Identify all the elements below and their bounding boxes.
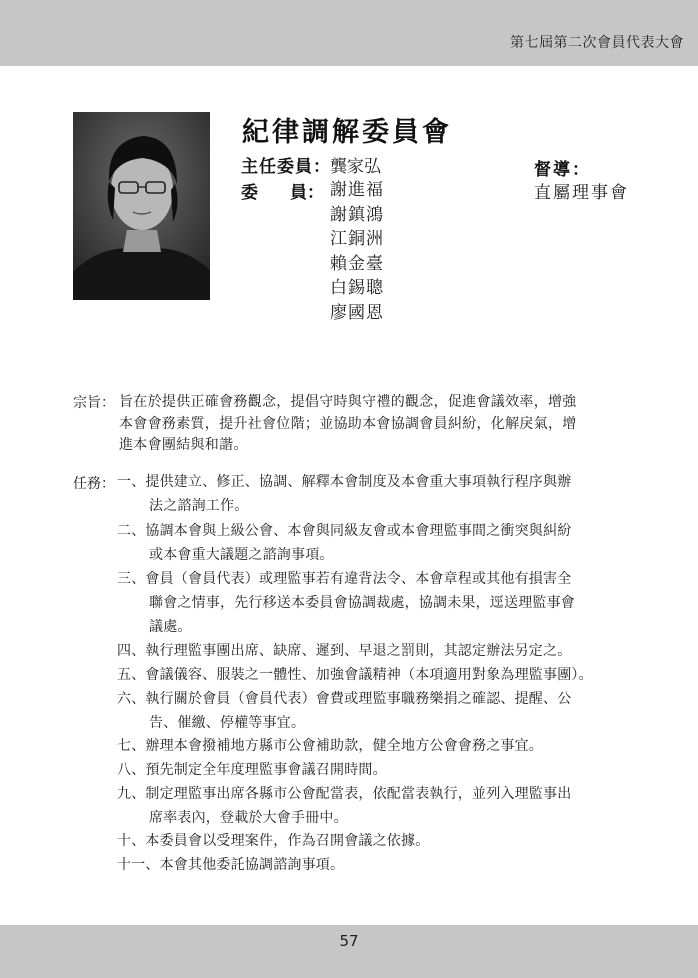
task-item — [117, 470, 571, 518]
task-text-cont: 或本會重大議題之諮詢事項。 — [149, 547, 334, 563]
task-text: 執行理監事團出席、缺席、遲到、早退之罰則，其認定辦法另定之。 — [145, 643, 572, 659]
supervise-label: 督導： — [534, 160, 591, 180]
task-item — [117, 663, 593, 687]
task-text-cont: 法之諮詢工作。 — [149, 498, 249, 514]
task-number: 四、 — [117, 643, 146, 659]
task-item — [117, 567, 575, 639]
member-name: 謝進福 — [330, 180, 384, 200]
task-text: 會員（會員代表）或理監事若有違背法令、本會章程或其他有損害全 — [145, 571, 572, 587]
chair-name: 龔家弘 — [330, 157, 381, 177]
task-number: 八、 — [117, 762, 146, 778]
task-item — [117, 853, 344, 877]
task-item — [117, 687, 571, 735]
members-label — [241, 178, 324, 203]
purpose-label: 宗旨： — [73, 395, 115, 411]
purpose-line: 進本會團結與和諧。 — [119, 437, 248, 453]
task-text: 執行關於會員（會員代表）會費或理監事職務樂捐之確認、提醒、公 — [145, 691, 572, 707]
task-number: 十一、 — [117, 857, 160, 873]
task-number: 七、 — [117, 738, 146, 754]
task-text: 提供建立、修正、協調、解釋本會制度及本會重大事項執行程序與辦 — [145, 474, 572, 490]
committee-title: 紀律調解委員會 — [242, 117, 452, 148]
member-name: 白錫聰 — [330, 278, 384, 298]
task-text: 本會其他委託協調諮詢事項。 — [159, 857, 345, 873]
task-number: 九、 — [117, 786, 146, 802]
portrait-image — [73, 112, 210, 300]
task-text: 制定理監事出席各縣市公會配當表，依配當表執行，並列入理監事出 — [145, 786, 572, 802]
tasks-label: 任務： — [73, 476, 115, 492]
task-item — [117, 734, 543, 758]
task-number: 六、 — [117, 691, 146, 707]
task-item — [117, 758, 387, 782]
supervise-value: 直屬理事會 — [534, 183, 629, 203]
task-number: 十、 — [117, 833, 146, 849]
task-text: 本委員會以受理案件，作為召開會議之依據。 — [145, 833, 430, 849]
chairman-photo — [73, 112, 210, 300]
members-label-a: 委 — [241, 183, 258, 203]
members-label-b: 員： — [290, 183, 324, 203]
task-text: 會議儀容、服裝之一體性、加強會議精神（本項適用對象為理監事團）。 — [145, 667, 593, 683]
task-text-cont: 聯會之情事，先行移送本委員會協調裁處，協調未果，逕送理監事會 — [149, 595, 575, 611]
task-number: 一、 — [117, 474, 146, 490]
member-name: 廖國恩 — [330, 302, 384, 323]
task-item — [117, 519, 571, 567]
header-band — [0, 0, 698, 66]
task-number: 五、 — [117, 667, 146, 683]
member-name: 江銅洲 — [330, 229, 384, 249]
member-list — [330, 178, 384, 325]
header-title: 第七屆第二次會員代表大會 — [510, 35, 684, 51]
member-name: 謝鎮鴻 — [330, 204, 384, 225]
purpose-text — [119, 392, 611, 457]
task-number: 三、 — [117, 571, 146, 587]
task-text: 預先制定全年度理監事會議召開時間。 — [145, 762, 387, 778]
task-text-cont: 告、催繳、停權等事宜。 — [149, 715, 306, 731]
purpose-line: 旨在於提供正確會務觀念，提倡守時與守禮的觀念，促進會議效率，增強 — [119, 394, 577, 410]
member-name: 賴金臺 — [330, 253, 384, 274]
task-item — [117, 829, 429, 853]
purpose-line: 本會會務素質，提升社會位階；並協助本會協調會員糾紛，化解戾氣，增 — [119, 415, 577, 432]
page-number: 57 — [339, 932, 359, 950]
task-text: 協調本會與上級公會、本會與同級友會或本會理監事間之衝突與糾紛 — [145, 523, 572, 539]
task-text: 辦理本會撥補地方縣市公會補助款，健全地方公會會務之事宜。 — [145, 738, 544, 754]
chair-label: 主任委員： — [241, 157, 331, 177]
task-text-cont: 席率表內，登載於大會手冊中。 — [149, 810, 348, 826]
task-item — [117, 639, 571, 663]
task-number: 二、 — [117, 523, 146, 539]
task-text-cont: 議處。 — [149, 619, 192, 635]
task-item — [117, 782, 571, 830]
